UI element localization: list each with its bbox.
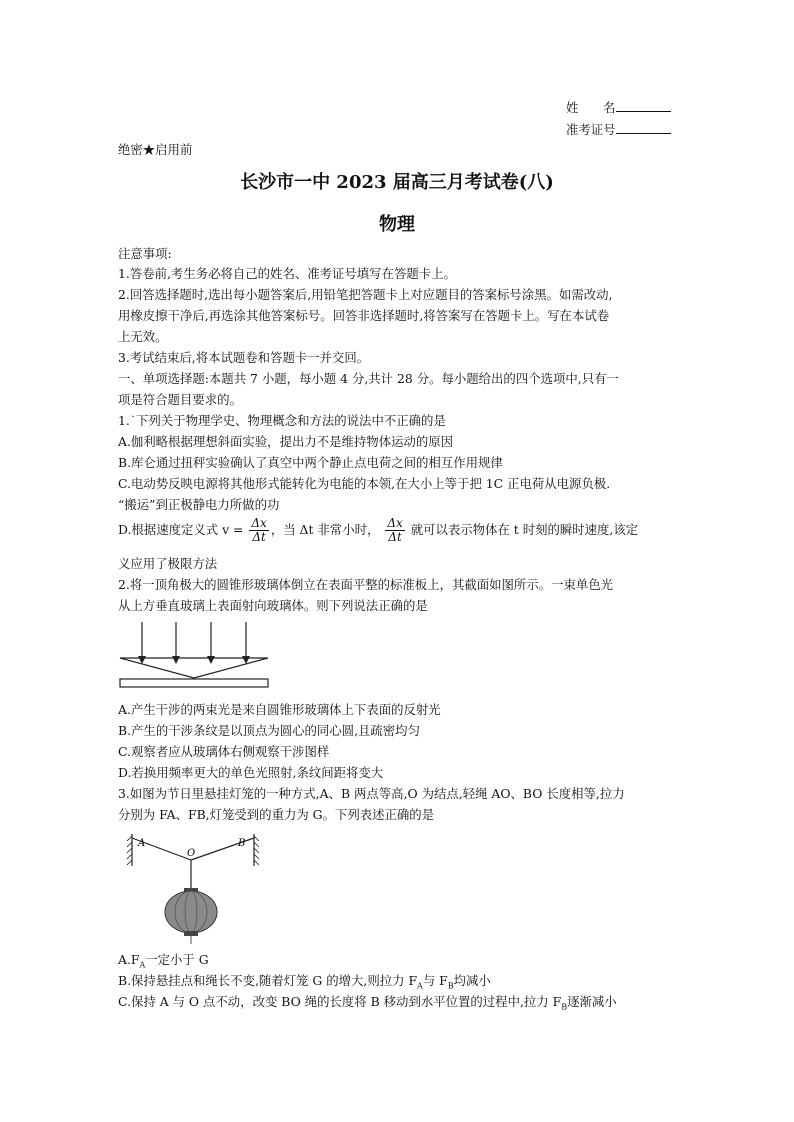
- notice-item: 2.回答选择题时,选出每小题答案后,用铅笔把答题卡上对应题目的答案标号涂黑。如需改动,: [118, 287, 613, 302]
- id-field: [566, 120, 671, 138]
- q3-c-prefix: C.保持 A 与 O 点不动，改变 BO 绳的长度将 B 移动到水平位置的过程中,拉力 F: [118, 994, 562, 1009]
- q3-option-a: [118, 952, 209, 973]
- q1-option-d-cont: 义应用了极限方法: [118, 556, 218, 571]
- q3-b-prefix: B.保持悬挂点和绳长不变,随着灯笼 G 的增大,则拉力 F: [118, 973, 418, 988]
- velocity-fraction-2: [385, 517, 404, 544]
- q2-option-b: B.产生的干涉条纹是以顶点为圆心的同心圆,且疏密均匀: [118, 723, 420, 738]
- lantern-figure: [118, 830, 268, 946]
- q1-option-b: B.库仑通过扭秤实验确认了真空中两个静止点电荷之间的相互作用规律: [118, 455, 503, 470]
- section-heading: 一、单项选择题:本题共 7 小题，每小题 4 分,共计 28 分。每小题给出的四个选项中,只有一: [118, 371, 619, 386]
- subscript: A: [139, 960, 146, 970]
- q3-a-suffix: 一定小于 G: [145, 952, 209, 967]
- glass-cone-figure: [118, 618, 278, 690]
- name-field: [566, 98, 671, 116]
- q1-d-prefix: D.根据速度定义式 v =: [118, 522, 244, 537]
- subject-title: 物理: [379, 214, 415, 235]
- point-b-label: B: [238, 838, 246, 849]
- notice-item: 上无效。: [118, 329, 168, 344]
- point-o-label: O: [187, 848, 196, 859]
- q3-stem-cont: 分别为 FA、FB,灯笼受到的重力为 G。下列表述正确的是: [118, 807, 435, 822]
- velocity-fraction: [249, 517, 268, 544]
- q1-stem: 1.˙下列关于物理学史、物理概念和方法的说法中不正确的是: [118, 413, 446, 428]
- q1-d-suffix: 就可以表示物体在 t 时刻的瞬时速度,该定: [410, 522, 639, 537]
- q3-stem: 3.如图为节日里悬挂灯笼的一种方式,A、B 两点等高,O 为结点,轻绳 AO、BO 长度相等,拉力: [118, 786, 625, 801]
- q1-option-a: A.伽利略根据理想斜面实验，提出力不是维持物体运动的原因: [118, 434, 454, 449]
- id-blank: [616, 121, 671, 134]
- frac-denominator: Δt: [388, 530, 402, 544]
- q3-option-c: [118, 994, 617, 1015]
- notice-item: 用橡皮擦干净后,再选涂其他答案标号。回答非选择题时,将答案写在答题卡上。写在本试卷: [118, 308, 610, 323]
- notice-item: 3.考试结束后,将本试题卷和答题卡一并交回。: [118, 350, 370, 365]
- q2-option-c: C.观察者应从玻璃体右侧观察干涉图样: [118, 744, 330, 759]
- q2-stem-cont: 从上方垂直玻璃上表面射向玻璃体。则下列说法正确的是: [118, 598, 428, 613]
- q3-c-suffix: 逐渐减小: [567, 994, 617, 1009]
- frac-numerator: Δx: [387, 516, 403, 530]
- notice-item: 1.答卷前,考生务必将自己的姓名、准考证号填写在答题卡上。: [118, 266, 456, 281]
- notice-heading: 注意事项:: [118, 246, 172, 261]
- frac-numerator: Δx: [251, 516, 267, 530]
- section-heading-cont: 项是符合题目要求的。: [118, 392, 242, 407]
- name-blank: [616, 99, 671, 112]
- q2-option-a: A.产生干涉的两束光是来自圆锥形玻璃体上下表面的反射光: [118, 702, 441, 717]
- q3-a-prefix: A.F: [118, 952, 140, 967]
- subscript: B: [447, 981, 454, 991]
- q1-d-middle: ，当 Δt 非常小时，: [270, 522, 380, 537]
- point-a-label: A: [138, 838, 146, 849]
- subscript: B: [561, 1002, 568, 1012]
- q2-option-d: D.若换用频率更大的单色光照射,条纹间距将变大: [118, 765, 384, 780]
- q2-stem: 2.将一顶角极大的圆锥形玻璃体倒立在表面平整的标准板上，其截面如图所示。一束单色光: [118, 577, 614, 592]
- id-label: 准考证号: [566, 122, 616, 137]
- q3-b-suffix: 均减小: [453, 973, 491, 988]
- frac-denominator: Δt: [252, 530, 266, 544]
- exam-title: 长沙市一中 2023 届高三月考试卷(八): [240, 172, 554, 193]
- name-label: 姓 名: [566, 100, 616, 115]
- q3-option-b: [118, 973, 491, 994]
- q1-option-c: C.电动势反映电源将其他形式能转化为电能的本领,在大小上等于把 1C 正电荷从电源负极.: [118, 476, 611, 491]
- q1-option-c-cont: “搬运”到正极静电力所做的功: [118, 497, 280, 512]
- secret-label: 绝密★启用前: [118, 142, 193, 157]
- q3-b-middle: 与 F: [422, 973, 448, 988]
- subscript: A: [417, 981, 423, 991]
- q1-option-d: [118, 516, 638, 544]
